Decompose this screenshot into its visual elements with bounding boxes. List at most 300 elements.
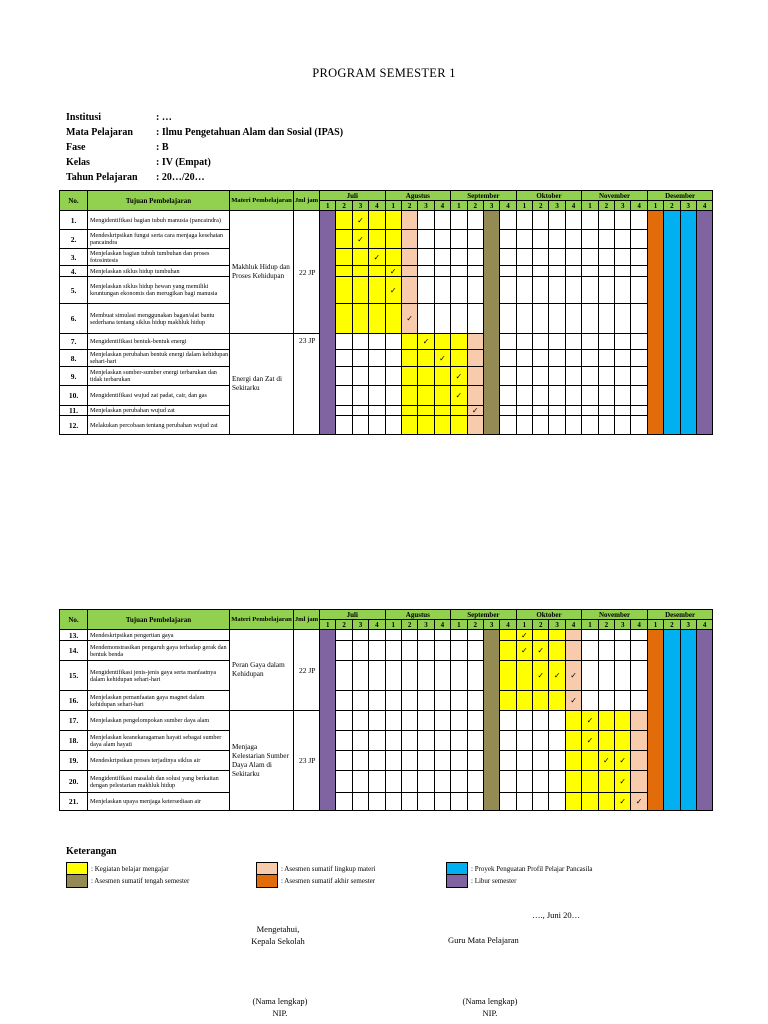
week-cell (631, 350, 647, 367)
week-cell (369, 771, 385, 793)
row-number: 17. (60, 711, 88, 731)
week-cell (369, 691, 385, 711)
table-row (60, 416, 713, 435)
week-cell (631, 793, 647, 811)
week-cell (385, 406, 401, 416)
row-number: 12. (60, 416, 88, 435)
week-cell (598, 277, 614, 304)
week-cell (451, 630, 467, 641)
week-cell (615, 691, 631, 711)
week-cell (401, 249, 417, 266)
table-row (60, 731, 713, 751)
week-cell (385, 661, 401, 691)
week-cell (516, 266, 532, 277)
week-cell (352, 277, 368, 304)
week-cell (401, 416, 417, 435)
week-cell (467, 230, 483, 249)
week-cell (385, 334, 401, 350)
row-tujuan: Menjelaskan bagian tubuh tumbuhan dan proses fotosintesis (88, 249, 230, 266)
info-value: : IV (Empat) (156, 157, 211, 168)
week-cell (369, 661, 385, 691)
header-week: 2 (598, 201, 614, 211)
week-cell (615, 711, 631, 731)
week-cell (696, 630, 712, 811)
row-number: 13. (60, 630, 88, 641)
week-cell (615, 350, 631, 367)
week-cell (385, 304, 401, 334)
week-cell (451, 304, 467, 334)
week-cell (451, 731, 467, 751)
week-cell (598, 771, 614, 793)
week-cell (533, 211, 549, 230)
week-cell (631, 771, 647, 793)
week-cell (549, 793, 565, 811)
header-week: 1 (582, 201, 598, 211)
week-cell (467, 630, 483, 641)
header-week: 3 (549, 620, 565, 630)
signature-date: …., Juni 20… (532, 910, 581, 920)
check-icon: ✓ (373, 252, 381, 262)
row-number: 21. (60, 793, 88, 811)
week-cell (516, 249, 532, 266)
week-cell (500, 334, 516, 350)
check-icon: ✓ (570, 671, 577, 680)
week-cell (631, 641, 647, 661)
week-cell (533, 793, 549, 811)
week-cell (483, 211, 499, 435)
info-value: : Ilmu Pengetahuan Alam dan Sosial (IPAS) (156, 127, 344, 138)
week-cell (369, 367, 385, 386)
week-cell (615, 641, 631, 661)
week-cell (451, 386, 467, 406)
header-month: November (582, 191, 648, 201)
week-cell (615, 793, 631, 811)
row-number: 15. (60, 661, 88, 691)
header-week: 3 (483, 201, 499, 211)
week-cell (582, 386, 598, 406)
week-cell (582, 350, 598, 367)
week-cell (467, 334, 483, 350)
week-cell (467, 751, 483, 771)
week-cell (549, 416, 565, 435)
info-value: : 20…/20… (156, 172, 205, 183)
week-cell (565, 304, 581, 334)
week-cell (615, 751, 631, 771)
header-jml: Jml jam (294, 610, 320, 630)
week-cell (418, 304, 434, 334)
week-cell (582, 211, 598, 230)
legend-item (66, 874, 189, 888)
week-cell (385, 793, 401, 811)
week-cell (434, 641, 450, 661)
week-cell (533, 386, 549, 406)
week-cell (451, 334, 467, 350)
header-tujuan: Tujuan Pembelajaran (88, 610, 230, 630)
week-cell (598, 249, 614, 266)
week-cell (565, 691, 581, 711)
week-cell (336, 386, 352, 406)
legend-swatch (66, 874, 88, 888)
week-cell (533, 406, 549, 416)
week-cell (451, 711, 467, 731)
week-cell (582, 771, 598, 793)
header-week: 3 (680, 201, 696, 211)
week-cell (401, 771, 417, 793)
week-cell (451, 641, 467, 661)
info-key: Tahun Pelajaran (66, 172, 138, 183)
row-materi: Energi dan Zat di Sekitarku (230, 334, 294, 435)
week-cell (320, 630, 336, 811)
row-tujuan: Mengidentifikasi jenis-jenis gaya serta manfaatnya dalam kehidupan sehari-hari (88, 661, 230, 691)
header-week: 4 (369, 620, 385, 630)
week-cell (369, 211, 385, 230)
week-cell (401, 630, 417, 641)
week-cell (598, 211, 614, 230)
week-cell (533, 266, 549, 277)
week-cell (352, 266, 368, 277)
week-cell (434, 386, 450, 406)
week-cell (582, 641, 598, 661)
legend-item (446, 874, 517, 888)
week-cell (336, 266, 352, 277)
header-month: Agustus (385, 191, 451, 201)
header-month: September (451, 191, 517, 201)
week-cell (565, 211, 581, 230)
week-cell (582, 304, 598, 334)
week-cell (336, 641, 352, 661)
table-row (60, 367, 713, 386)
table-row (60, 249, 713, 266)
table-row (60, 771, 713, 793)
week-cell (533, 249, 549, 266)
week-cell (369, 386, 385, 406)
header-week: 4 (434, 201, 450, 211)
header-week: 2 (401, 620, 417, 630)
week-cell (533, 416, 549, 435)
week-cell (598, 386, 614, 406)
week-cell (516, 641, 532, 661)
table-row (60, 751, 713, 771)
week-cell (401, 386, 417, 406)
legend (66, 846, 117, 860)
week-cell (598, 334, 614, 350)
week-cell (565, 277, 581, 304)
week-cell (582, 367, 598, 386)
row-number: 16. (60, 691, 88, 711)
table-row (60, 711, 713, 731)
week-cell (598, 230, 614, 249)
week-cell (385, 771, 401, 793)
week-cell (352, 641, 368, 661)
week-cell (451, 406, 467, 416)
week-cell (582, 334, 598, 350)
table-row (60, 661, 713, 691)
week-cell (434, 416, 450, 435)
week-cell (434, 334, 450, 350)
week-cell (598, 793, 614, 811)
week-cell (516, 416, 532, 435)
header-no: No. (60, 610, 88, 630)
row-number: 4. (60, 266, 88, 277)
week-cell (369, 406, 385, 416)
week-cell (418, 350, 434, 367)
week-cell (615, 661, 631, 691)
week-cell (582, 266, 598, 277)
header-week: 2 (401, 201, 417, 211)
week-cell (418, 641, 434, 661)
row-number: 6. (60, 304, 88, 334)
week-cell (369, 416, 385, 435)
week-cell (516, 406, 532, 416)
week-cell (615, 304, 631, 334)
week-cell (565, 771, 581, 793)
week-cell (451, 367, 467, 386)
week-cell (352, 630, 368, 641)
week-cell (647, 630, 663, 811)
header-week: 3 (615, 201, 631, 211)
schedule-table-2 (59, 609, 713, 811)
week-cell (549, 304, 565, 334)
week-cell (418, 731, 434, 751)
row-tujuan: Mendeskripsikan proses terjadinya siklus air (88, 751, 230, 771)
week-cell (631, 211, 647, 230)
week-cell (565, 249, 581, 266)
week-cell (401, 334, 417, 350)
week-cell (500, 249, 516, 266)
header-week: 4 (696, 620, 712, 630)
info-row (66, 155, 343, 170)
week-cell (385, 641, 401, 661)
week-cell (598, 661, 614, 691)
week-cell (352, 406, 368, 416)
week-cell (533, 304, 549, 334)
week-cell (369, 304, 385, 334)
week-cell (631, 711, 647, 731)
week-cell (565, 711, 581, 731)
week-cell (631, 751, 647, 771)
table-row (60, 304, 713, 334)
week-cell (565, 406, 581, 416)
week-cell (516, 334, 532, 350)
week-cell (467, 386, 483, 406)
week-cell (418, 367, 434, 386)
table-row (60, 793, 713, 811)
row-tujuan: Menjelaskan keanekaragaman hayati sebagai sumber daya alam hayati (88, 731, 230, 751)
week-cell (500, 711, 516, 731)
week-cell (352, 711, 368, 731)
week-cell (500, 793, 516, 811)
week-cell (352, 793, 368, 811)
week-cell (598, 711, 614, 731)
week-cell (352, 731, 368, 751)
row-jml: 23 JP (294, 334, 320, 435)
row-tujuan: Mengidentifikasi masalah dan solusi yang berkaitan dengan pelestarian makhluk hidup (88, 771, 230, 793)
week-cell (369, 230, 385, 249)
week-cell (565, 793, 581, 811)
week-cell (565, 416, 581, 435)
legend-swatch (256, 874, 278, 888)
week-cell (500, 771, 516, 793)
week-cell (434, 367, 450, 386)
week-cell (369, 266, 385, 277)
week-cell (516, 386, 532, 406)
table-row (60, 230, 713, 249)
header-jml: Jml jam (294, 191, 320, 211)
table-row (60, 691, 713, 711)
header-week: 1 (647, 201, 663, 211)
check-icon: ✓ (635, 797, 643, 806)
week-cell (467, 661, 483, 691)
week-cell (401, 211, 417, 230)
header-month: Oktober (516, 610, 582, 620)
week-cell (549, 249, 565, 266)
week-cell (451, 751, 467, 771)
week-cell (533, 367, 549, 386)
header-week: 3 (418, 201, 434, 211)
week-cell (401, 304, 417, 334)
header-week: 2 (336, 201, 352, 211)
row-tujuan: Menjelaskan pemanfaatan gaya magnet dalam kehidupan sehari-hari (88, 691, 230, 711)
check-icon: ✓ (521, 630, 528, 640)
week-cell (369, 711, 385, 731)
page-title: PROGRAM SEMESTER 1 (312, 66, 456, 80)
info-block (66, 110, 343, 185)
week-cell (434, 630, 450, 641)
header-week: 3 (615, 620, 631, 630)
week-cell (582, 793, 598, 811)
check-icon: ✓ (553, 671, 561, 680)
check-icon: ✓ (455, 371, 463, 381)
row-number: 8. (60, 350, 88, 367)
week-cell (516, 630, 532, 641)
week-cell (385, 751, 401, 771)
week-cell (401, 350, 417, 367)
row-materi: Menjaga Kelestarian Sumber Daya Alam di Sekitarku (230, 711, 294, 811)
week-cell (418, 691, 434, 711)
legend-label: : Proyek Penguatan Profil Pelajar Pancasila (471, 865, 593, 873)
week-cell (467, 367, 483, 386)
week-cell (336, 249, 352, 266)
week-cell (533, 630, 549, 641)
row-tujuan: Menjelaskan perubahan wujud zat (88, 406, 230, 416)
teacher-name (450, 995, 530, 1019)
week-cell (434, 230, 450, 249)
row-number: 9. (60, 367, 88, 386)
legend-label: : Asesmen sumatif lingkup materi (281, 865, 376, 873)
week-cell (533, 334, 549, 350)
week-cell (385, 416, 401, 435)
check-icon: ✓ (619, 756, 627, 765)
week-cell (615, 266, 631, 277)
week-cell (385, 711, 401, 731)
week-cell (631, 630, 647, 641)
row-number: 20. (60, 771, 88, 793)
week-cell (516, 751, 532, 771)
week-cell (549, 630, 565, 641)
week-cell (533, 751, 549, 771)
header-month: Desember (647, 610, 713, 620)
check-icon: ✓ (455, 391, 463, 400)
week-cell (418, 230, 434, 249)
check-icon: ✓ (439, 353, 446, 363)
header-tujuan: Tujuan Pembelajaran (88, 191, 230, 211)
week-cell (500, 731, 516, 751)
principal-name-text: (Nama lengkap) (252, 996, 308, 1006)
week-cell (467, 277, 483, 304)
week-cell (336, 230, 352, 249)
week-cell (549, 771, 565, 793)
week-cell (549, 230, 565, 249)
week-cell (598, 406, 614, 416)
week-cell (418, 793, 434, 811)
week-cell (385, 731, 401, 751)
week-cell (336, 211, 352, 230)
header-week: 1 (385, 201, 401, 211)
week-cell (549, 266, 565, 277)
week-cell (369, 277, 385, 304)
week-cell (352, 771, 368, 793)
check-icon: ✓ (389, 285, 397, 295)
week-cell (467, 793, 483, 811)
table-row (60, 641, 713, 661)
week-cell (598, 630, 614, 641)
week-cell (598, 731, 614, 751)
week-cell (336, 350, 352, 367)
week-cell (500, 630, 516, 641)
week-cell (451, 793, 467, 811)
info-row (66, 170, 343, 185)
week-cell (565, 751, 581, 771)
check-icon: ✓ (586, 716, 594, 725)
week-cell (418, 249, 434, 266)
week-cell (467, 266, 483, 277)
principal-nip: NIP. (272, 1008, 288, 1018)
week-cell (369, 350, 385, 367)
week-cell (549, 386, 565, 406)
week-cell (631, 416, 647, 435)
check-icon: ✓ (357, 215, 364, 225)
week-cell (631, 406, 647, 416)
week-cell (467, 304, 483, 334)
table-row (60, 406, 713, 416)
week-cell (549, 334, 565, 350)
header-no: No. (60, 191, 88, 211)
principal-name (240, 995, 320, 1019)
week-cell (434, 350, 450, 367)
week-cell (385, 630, 401, 641)
week-cell (418, 630, 434, 641)
week-cell (631, 230, 647, 249)
header-week: 4 (434, 620, 450, 630)
header-materi: Materi Pembelajaran (230, 610, 294, 630)
week-cell (434, 266, 450, 277)
week-cell (467, 406, 483, 416)
week-cell (582, 751, 598, 771)
table-row (60, 211, 713, 230)
week-cell (615, 416, 631, 435)
week-cell (582, 416, 598, 435)
week-cell (565, 661, 581, 691)
schedule-table-1 (59, 190, 713, 435)
header-week: 1 (320, 620, 336, 630)
week-cell (680, 211, 696, 435)
week-cell (615, 277, 631, 304)
week-cell (451, 266, 467, 277)
week-cell (434, 304, 450, 334)
week-cell (500, 661, 516, 691)
week-cell (467, 731, 483, 751)
row-tujuan: Menjelaskan siklus hidup tumbuhan (88, 266, 230, 277)
